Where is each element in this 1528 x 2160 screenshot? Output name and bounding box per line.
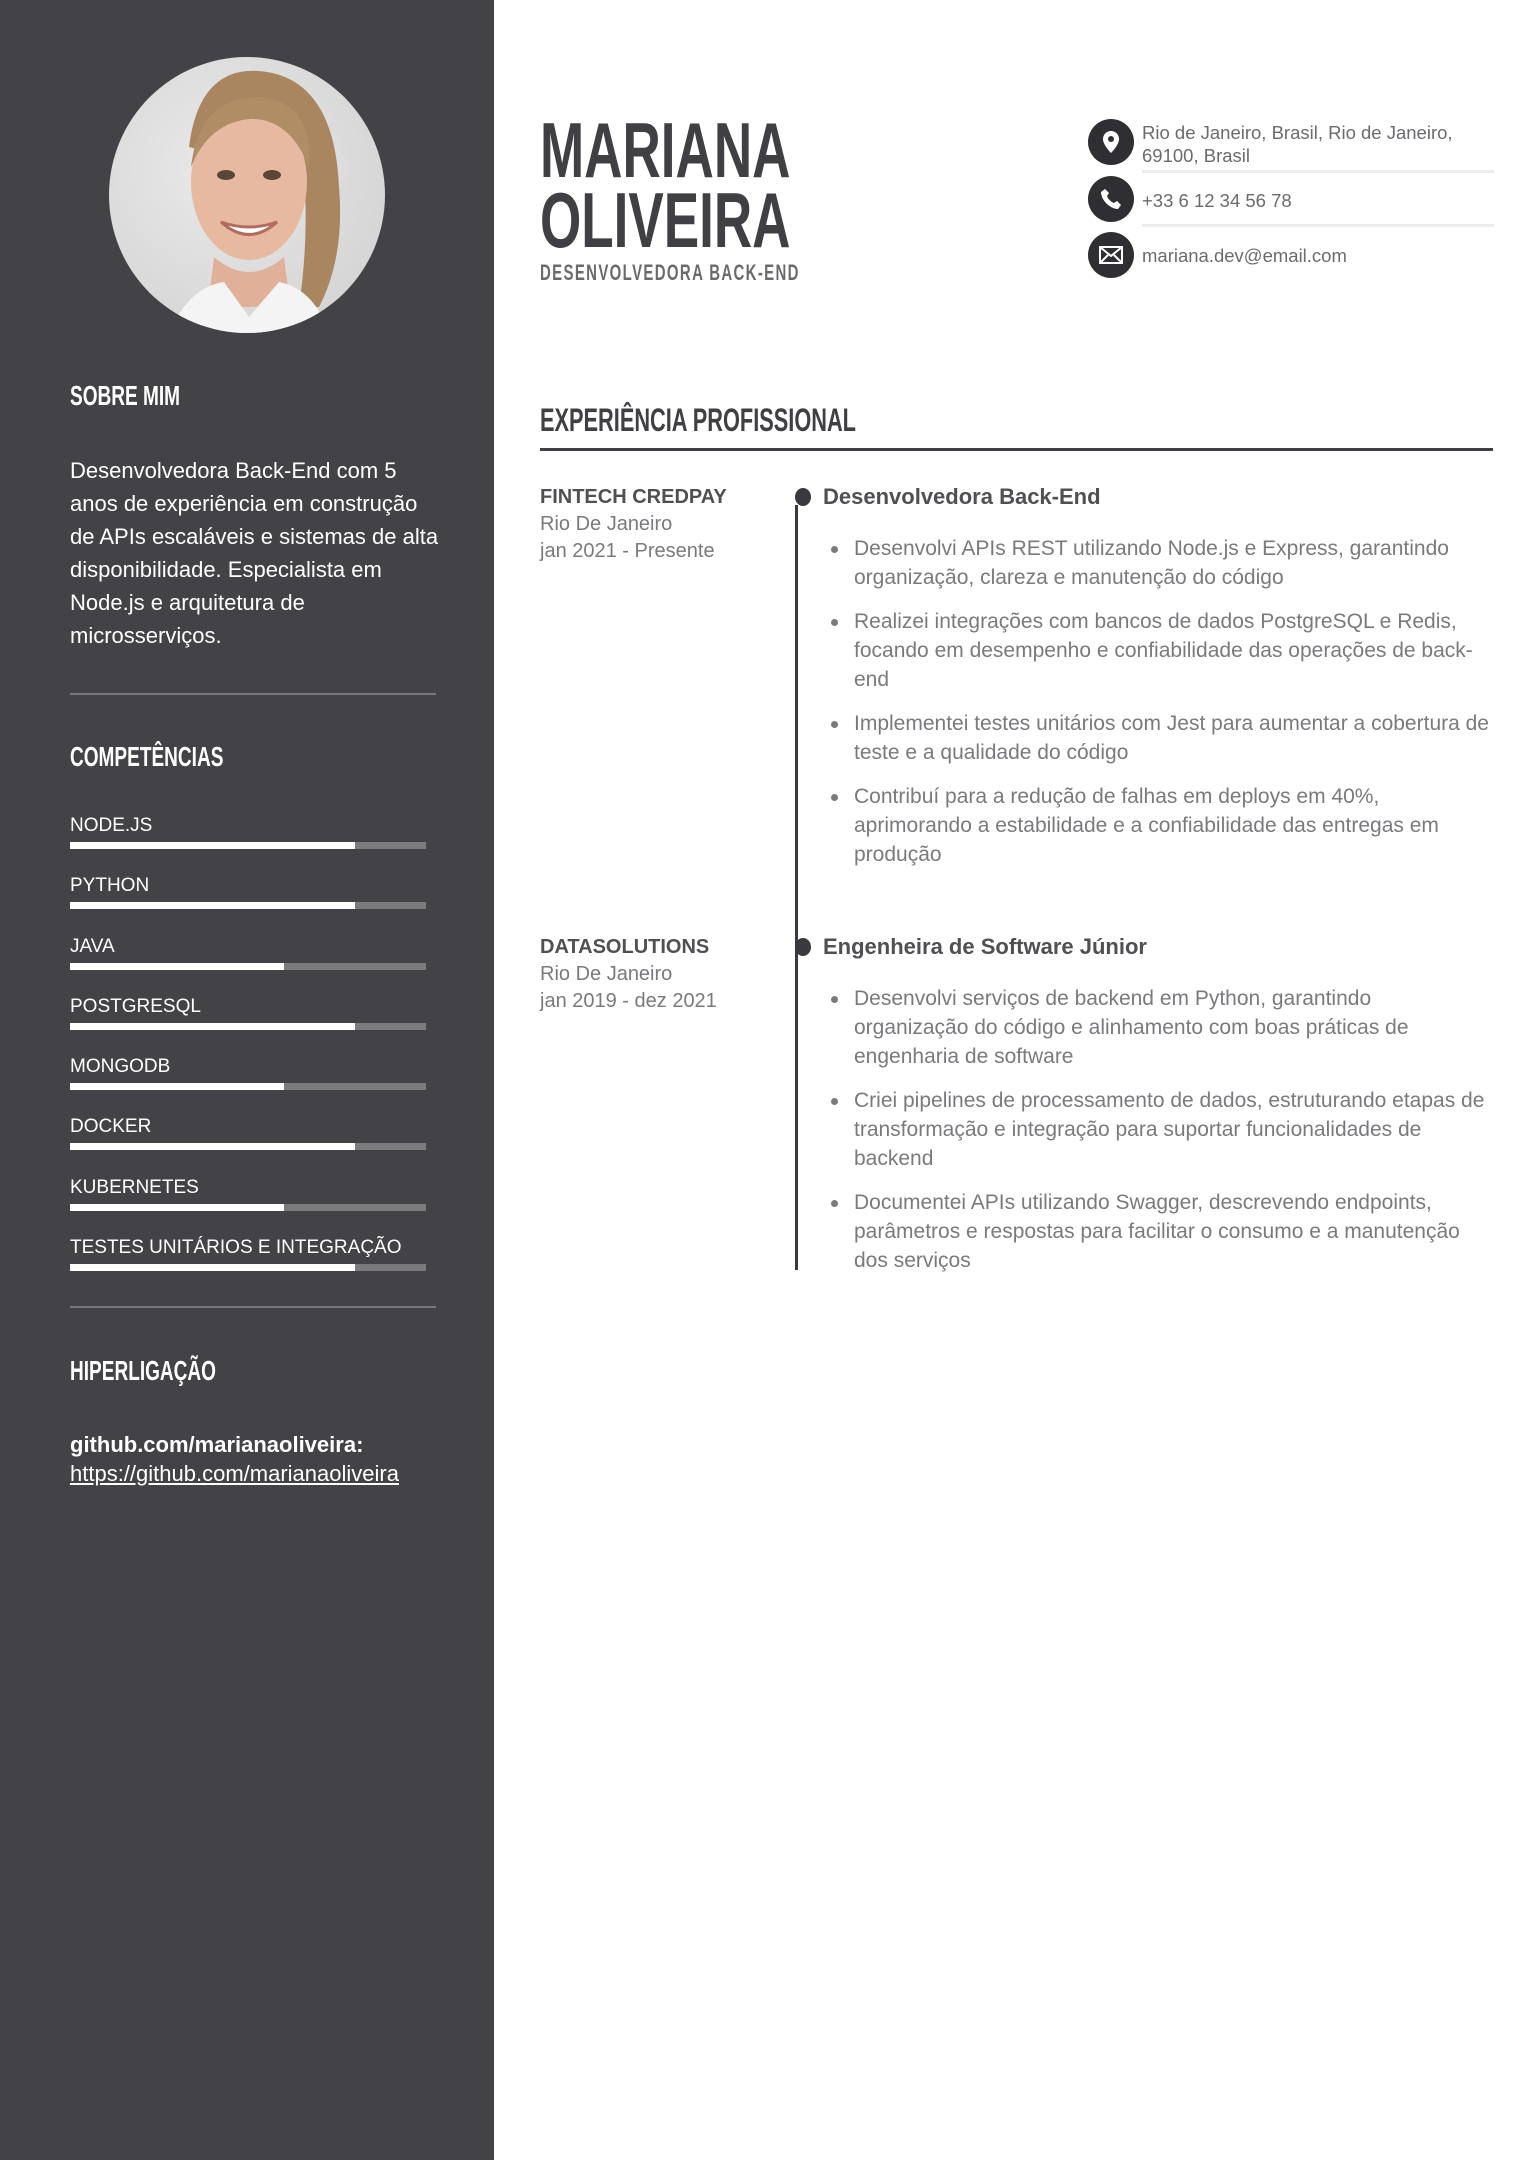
skill-bar-fill xyxy=(70,1143,355,1150)
divider xyxy=(540,448,1493,451)
job-dates: jan 2019 - dez 2021 xyxy=(540,990,717,1012)
skill-name: JAVA xyxy=(70,935,115,957)
timeline-dot xyxy=(795,488,811,506)
skill-item xyxy=(70,1176,426,1236)
skill-bar xyxy=(70,1143,426,1150)
skill-name: KUBERNETES xyxy=(70,1176,199,1198)
timeline-dot xyxy=(795,938,811,956)
skill-item xyxy=(70,814,426,874)
bullet-item: Desenvolvi APIs REST utilizando Node.js e Express, garantindo organização, clareza e manutenção do código xyxy=(829,534,1489,592)
skill-name: POSTGRESQL xyxy=(70,995,201,1017)
company-name: DATASOLUTIONS xyxy=(540,936,710,958)
skill-name: DOCKER xyxy=(70,1116,152,1138)
envelope-icon xyxy=(1088,232,1134,278)
about-text: Desenvolvedora Back-End com 5 anos de experiência em construção de APIs escaláveis e sistemas de alta disponibilidade. Especialista em Node.js e arquitetura de microsserviços. xyxy=(70,458,439,648)
skill-name: NODE.JS xyxy=(70,815,153,836)
profile-photo xyxy=(109,57,385,333)
job-bullets xyxy=(829,984,1489,1290)
divider xyxy=(70,693,436,695)
job-title: Desenvolvedora Back-End xyxy=(823,484,1101,509)
skill-bar-fill xyxy=(70,902,355,909)
skill-item xyxy=(70,1236,426,1296)
last-name: OLIVEIRA xyxy=(540,176,791,264)
links-heading: HIPERLIGAÇÃO xyxy=(70,1355,216,1386)
bullet-item: Documentei APIs utilizando Swagger, descrevendo endpoints, parâmetros e respostas para facilitar o consumo e a manutenção dos serviços xyxy=(829,1188,1489,1275)
skill-bar xyxy=(70,1264,426,1271)
job-meta xyxy=(540,934,717,1015)
phone-text[interactable]: +33 6 12 34 56 78 xyxy=(1142,190,1292,211)
job-city: Rio De Janeiro xyxy=(540,963,673,985)
skill-item xyxy=(70,874,426,934)
phone-icon xyxy=(1088,176,1134,222)
job-meta xyxy=(540,484,727,565)
skill-bar xyxy=(70,1204,426,1211)
bullet-item: Desenvolvi serviços de backend em Python, garantindo organização do código e alinhamento com boas práticas de engenharia de software xyxy=(829,984,1489,1071)
address-text: Rio de Janeiro, Brasil, Rio de Janeiro, 69100, Brasil xyxy=(1142,122,1453,166)
skill-item xyxy=(70,995,426,1055)
github-label: github.com/marianaoliveira: xyxy=(70,1432,364,1457)
job-bullets xyxy=(829,534,1489,884)
skills-list xyxy=(70,814,426,1296)
divider xyxy=(1142,170,1494,173)
map-pin-icon xyxy=(1088,119,1134,165)
job-city: Rio De Janeiro xyxy=(540,513,673,535)
skill-bar-fill xyxy=(70,1083,284,1090)
experience-heading: EXPERIÊNCIA PROFISSIONAL xyxy=(540,402,856,438)
bullet-item: Criei pipelines de processamento de dados, estruturando etapas de transformação e integração para suportar funcionalidades de backend xyxy=(829,1086,1489,1173)
skill-item xyxy=(70,935,426,995)
skill-bar xyxy=(70,1083,426,1090)
first-name: MARIANA xyxy=(540,106,791,194)
company-name: FINTECH CREDPAY xyxy=(540,486,727,508)
skills-heading: COMPETÊNCIAS xyxy=(70,741,224,772)
about-heading: SOBRE MIM xyxy=(70,380,181,411)
skill-bar-fill xyxy=(70,1264,355,1271)
skill-bar xyxy=(70,963,426,970)
skill-item xyxy=(70,1055,426,1115)
skill-name: MONGODB xyxy=(70,1056,171,1078)
skill-bar-fill xyxy=(70,963,284,970)
email-text[interactable]: mariana.dev@email.com xyxy=(1142,245,1347,266)
skill-name: TESTES UNITÁRIOS E INTEGRAÇÃO xyxy=(70,1237,402,1259)
bullet-item: Realizei integrações com bancos de dados PostgreSQL e Redis, focando em desempenho e confiabilidade das operações de back-end xyxy=(829,607,1489,694)
job-title: Engenheira de Software Júnior xyxy=(823,934,1147,959)
skill-item xyxy=(70,1115,426,1175)
github-link[interactable]: https://github.com/marianaoliveira xyxy=(70,1461,399,1486)
skill-name: PYTHON xyxy=(70,875,150,897)
divider xyxy=(70,1306,436,1308)
sidebar xyxy=(0,0,494,2160)
skill-bar-fill xyxy=(70,842,355,849)
links-section xyxy=(70,1430,399,1488)
skill-bar xyxy=(70,1023,426,1030)
job-title: DESENVOLVEDORA BACK-END xyxy=(540,260,800,285)
bullet-item: Contribuí para a redução de falhas em deploys em 40%, aprimorando a estabilidade e a confiabilidade das entregas em produção xyxy=(829,782,1489,869)
divider xyxy=(1142,224,1494,227)
skill-bar-fill xyxy=(70,1023,355,1030)
skill-bar-fill xyxy=(70,1204,284,1211)
job-dates: jan 2021 - Presente xyxy=(540,540,715,562)
timeline-line xyxy=(795,505,798,1270)
skill-bar xyxy=(70,842,426,849)
skill-bar xyxy=(70,902,426,909)
bullet-item: Implementei testes unitários com Jest para aumentar a cobertura de teste e a qualidade do código xyxy=(829,709,1489,767)
